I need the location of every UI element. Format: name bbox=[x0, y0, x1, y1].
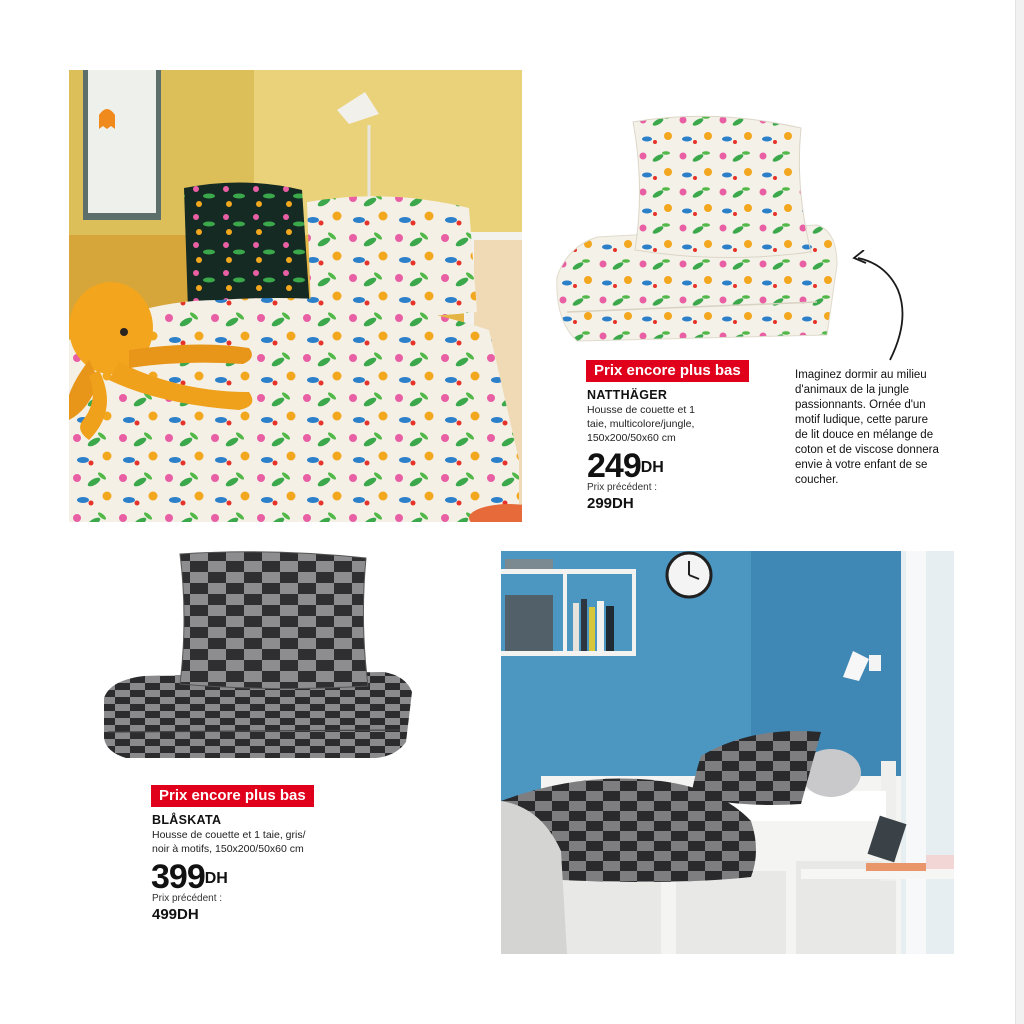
wall-clock-icon bbox=[667, 553, 711, 597]
natthager-description bbox=[587, 403, 767, 445]
natthager-price-badge: Prix encore plus bas bbox=[586, 360, 749, 382]
blaskata-product-image bbox=[100, 550, 415, 765]
blue-room-photo bbox=[501, 551, 954, 954]
description-line: Housse de couette et 1 bbox=[587, 404, 695, 416]
description-line: taie, multicolore/jungle, bbox=[587, 418, 695, 430]
curved-arrow-icon bbox=[850, 250, 910, 365]
blaskata-previous-label: Prix précédent : bbox=[152, 893, 223, 904]
natthager-price bbox=[587, 449, 664, 483]
page-edge bbox=[1015, 0, 1024, 1024]
price-value: 399 bbox=[151, 858, 205, 896]
natthager-previous-price: 299DH bbox=[587, 495, 634, 512]
blaskata-description bbox=[152, 828, 372, 856]
price-value: 249 bbox=[587, 447, 641, 485]
blaskata-product-name: BLÅSKATA bbox=[152, 813, 222, 827]
blurb-line: coucher. bbox=[795, 474, 839, 486]
description-line: 150x200/50x60 cm bbox=[587, 432, 676, 444]
natthager-previous-label: Prix précédent : bbox=[587, 482, 658, 493]
price-currency: DH bbox=[204, 870, 228, 887]
description-line: Housse de couette et 1 taie, gris/ bbox=[152, 829, 306, 841]
blaskata-price bbox=[151, 860, 228, 894]
blurb-line: coton et de viscose donnera bbox=[795, 444, 939, 456]
natthager-product-image bbox=[555, 112, 840, 342]
blurb-line: Imaginez dormir au milieu bbox=[795, 369, 927, 381]
price-currency: DH bbox=[640, 459, 664, 476]
blurb-line: passionnants. Ornée d'un bbox=[795, 399, 926, 411]
natthager-product-name: NATTHÄGER bbox=[587, 388, 668, 402]
blurb-line: d'animaux de la jungle bbox=[795, 384, 910, 396]
blurb-line: envie à votre enfant de se bbox=[795, 459, 928, 471]
kids-room-photo bbox=[69, 70, 522, 522]
description-line: noir à motifs, 150x200/50x60 cm bbox=[152, 843, 304, 855]
natthager-blurb bbox=[795, 368, 970, 488]
blaskata-price-badge: Prix encore plus bas bbox=[151, 785, 314, 807]
blurb-line: motif ludique, cette parure bbox=[795, 414, 928, 426]
blurb-line: de lit douce en mélange de bbox=[795, 429, 934, 441]
blaskata-previous-price: 499DH bbox=[152, 906, 199, 923]
